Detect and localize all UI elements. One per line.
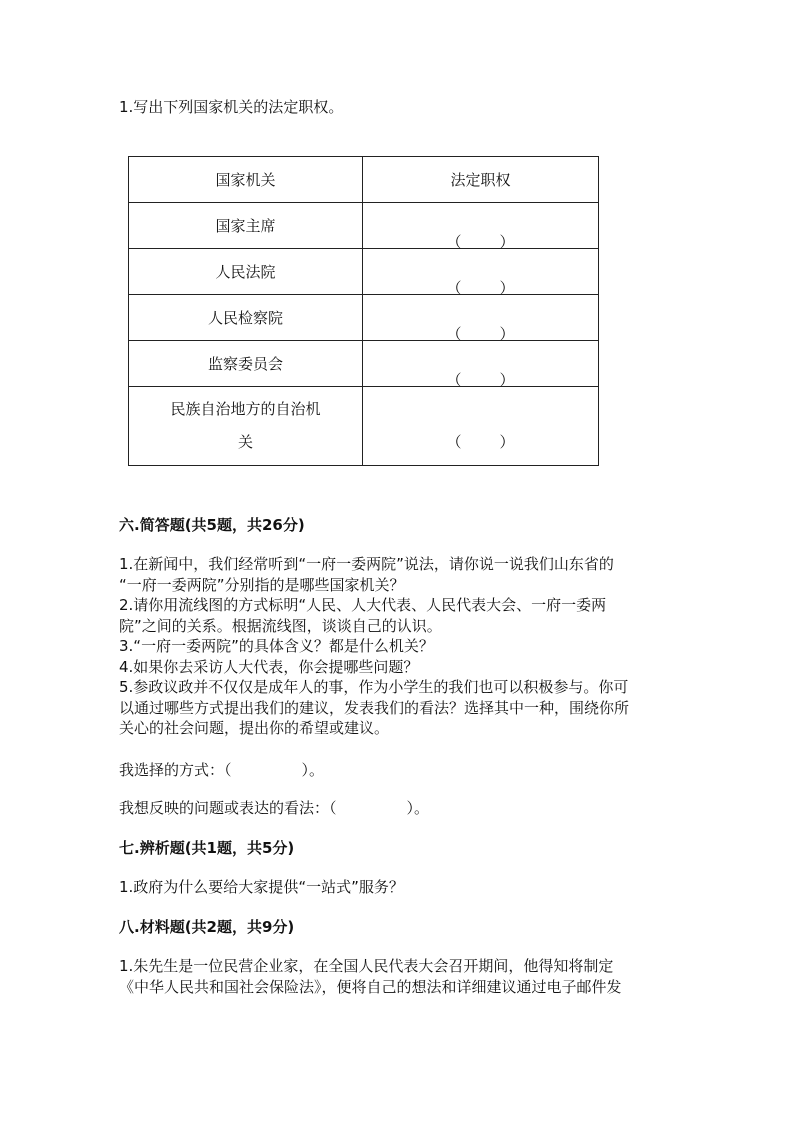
answer-blank[interactable]: （ ） — [363, 249, 599, 295]
question-line: 1.在新闻中，我们经常听到“一府一委两院”说法，请你说一说我们山东省的 — [119, 555, 614, 573]
organ-cell: 国家主席 — [129, 203, 363, 249]
section-6-questions — [119, 554, 679, 739]
question-1-title: 1.写出下列国家机关的法定职权。 — [119, 98, 344, 116]
table-header-row — [129, 157, 599, 203]
organ-cell: 人民法院 — [129, 249, 363, 295]
material-line: 1.朱先生是一位民营企业家，在全国人民代表大会召开期间，他得知将制定 — [119, 957, 614, 975]
answer-blank[interactable]: （ ） — [363, 387, 599, 466]
state-organ-duty-table — [128, 156, 599, 466]
section-6-heading: 六.简答题(共5题，共26分) — [119, 516, 305, 534]
question-line: 2.请你用流线图的方式标明“人民、人大代表、人民代表大会、一府一委两 — [119, 596, 607, 614]
organ-cell: 人民检察院 — [129, 295, 363, 341]
header-organ: 国家机关 — [129, 157, 363, 203]
opinion-answer-line: 我想反映的问题或表达的看法：（ ）。 — [119, 799, 430, 817]
table-row — [129, 341, 599, 387]
section-8-heading: 八.材料题(共2题，共9分) — [119, 918, 295, 936]
answer-blank[interactable]: （ ） — [363, 341, 599, 387]
answer-blank[interactable]: （ ） — [363, 295, 599, 341]
question-line: “一府一委两院”分别指的是哪些国家机关？ — [119, 575, 405, 594]
section-8-material — [119, 956, 622, 998]
organ-cell: 民族自治地方的自治机 关 — [129, 387, 363, 466]
table-row — [129, 295, 599, 341]
answer-blank[interactable]: （ ） — [363, 203, 599, 249]
question-line: 3.“一府一委两院”的具体含义？都是什么机关？ — [119, 637, 434, 655]
organ-cell: 监察委员会 — [129, 341, 363, 387]
header-power: 法定职权 — [363, 157, 599, 203]
question-line: 4.如果你去采访人大代表，你会提哪些问题？ — [119, 657, 419, 676]
table-row — [129, 203, 599, 249]
choice-answer-line: 我选择的方式：（ ）。 — [119, 761, 325, 779]
table-row — [129, 387, 599, 466]
question-line: 关心的社会问题，提出你的希望或建议。 — [119, 719, 390, 737]
question-line: 5.参政议政并不仅仅是成年人的事，作为小学生的我们也可以积极参与。你可 — [119, 678, 629, 696]
question-line: 院”之间的关系。根据流线图，谈谈自己的认识。 — [119, 616, 442, 635]
table-row — [129, 249, 599, 295]
section-7-question: 1.政府为什么要给大家提供“一站式”服务？ — [119, 878, 404, 896]
question-line: 以通过哪些方式提出我们的建议，发表我们的看法？选择其中一种，围绕你所 — [119, 698, 630, 717]
section-7-heading: 七.辨析题(共1题，共5分) — [119, 839, 295, 857]
material-line: 《中华人民共和国社会保险法》，便将自己的想法和详细建议通过电子邮件发 — [119, 978, 622, 996]
